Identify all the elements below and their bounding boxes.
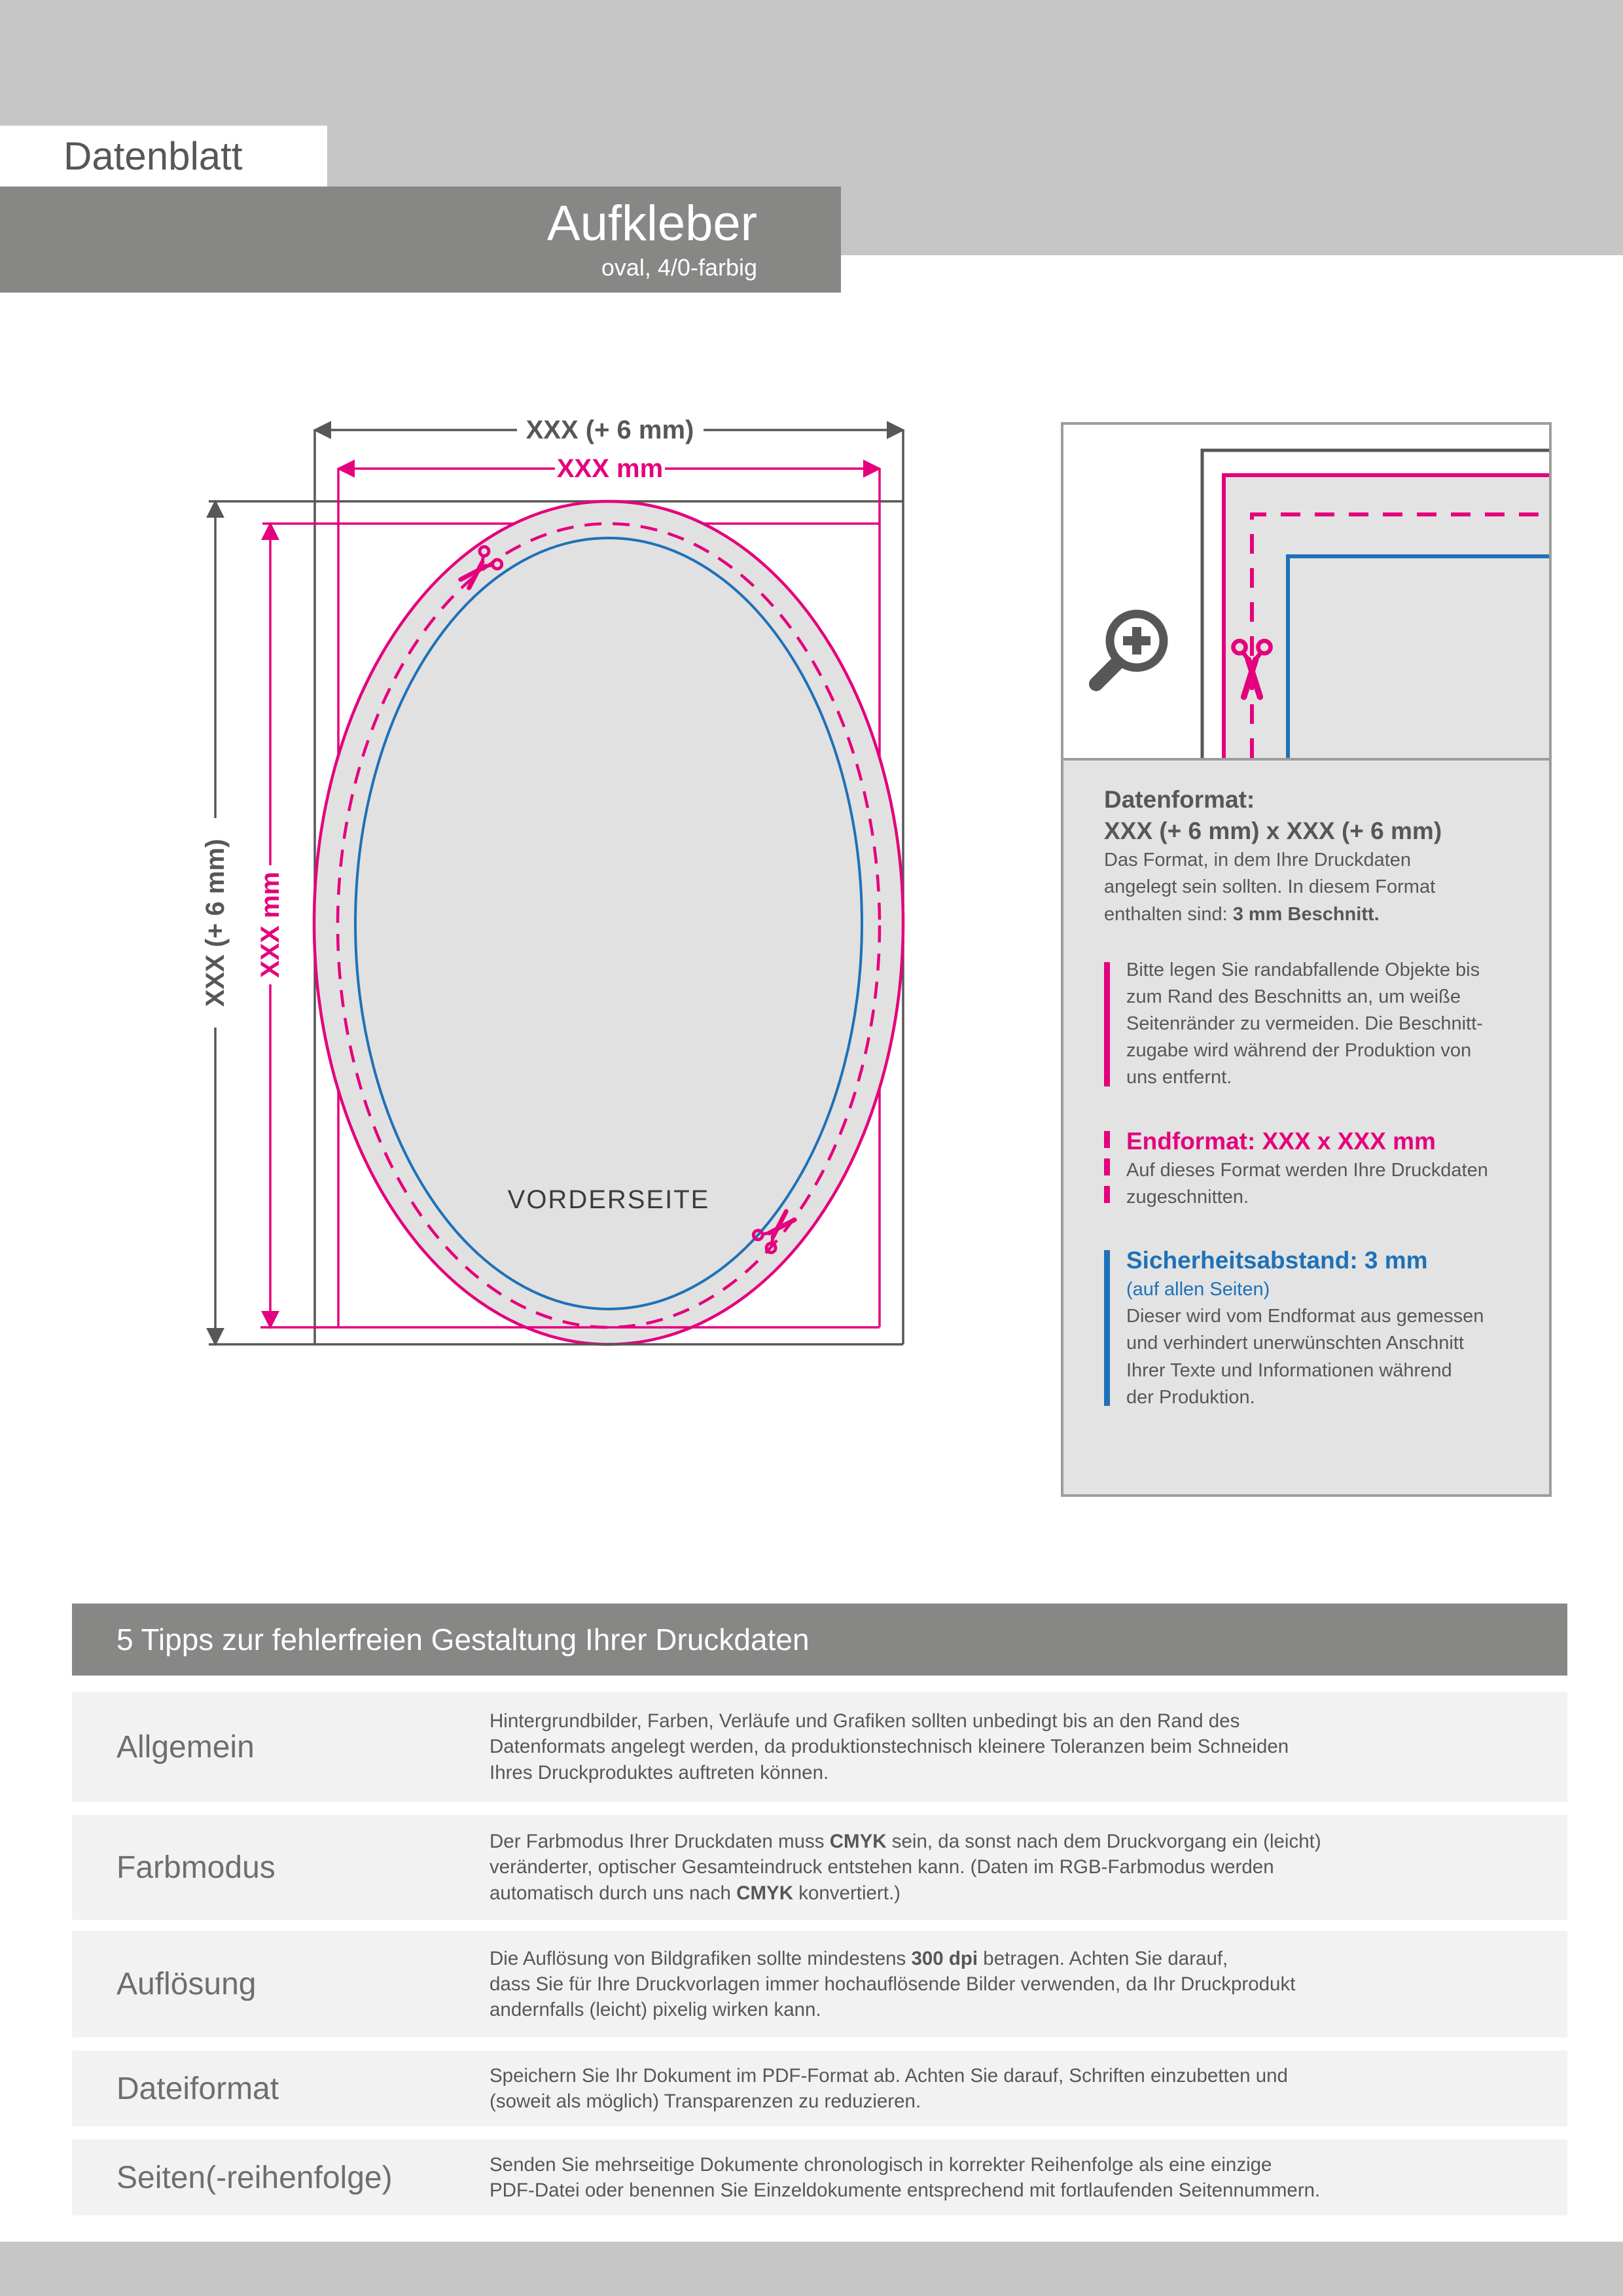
corner-detail-box [1061,422,1552,761]
datenformat-format-line: XXX (+ 6 mm) x XXX (+ 6 mm) [1104,817,1442,845]
inner-width-label: XXX mm [556,454,664,483]
tip-label: Farbmodus [116,1850,276,1885]
tip-row-allgemein [72,1692,1567,1802]
outer-width-label: XXX (+ 6 mm) [526,416,694,444]
endformat-block [1104,1126,1525,1211]
safety-margin-block [1104,1245,1525,1411]
front-side-label: VORDERSEITE [507,1185,710,1214]
outer-height-label: XXX (+ 6 mm) [201,838,230,1007]
tip-body: Der Farbmodus Ihrer Druckdaten muss CMYK sein, da sonst nach dem Druckvorgang ein (leicht) veränderter, optischer Gesamteindruck entstehen kann. (Daten im RGB-Farbmodus werden automatisch durch uns nach CMYK konvertiert.) [490,1831,1321,1904]
inner-height-label: XXX mm [256,871,285,978]
tip-row-farbmodus [72,1815,1567,1920]
endformat-heading: Endformat: XXX x XXX mm [1126,1127,1436,1155]
tip-row-aufloesung [72,1931,1567,2037]
sticker-format-diagram [170,393,1021,1479]
datenblatt-label-box [0,126,327,187]
bleed-note-body: Bitte legen Sie randabfallende Objekte bis zum Rand des Beschnitts an, um weiße Seitenränder zu vermeiden. Die Beschnitt- zugabe wird während der Produktion von uns entfernt. [1126,959,1483,1088]
page-title: Aufkleber [546,196,757,252]
zoom-in-icon [1096,614,1164,684]
bleed-note-block [1104,957,1525,1092]
tip-row-dateiformat [72,2051,1567,2126]
tip-body: Die Auflösung von Bildgrafiken sollte mindestens 300 dpi betragen. Achten Sie darauf, dass Sie für Ihre Druckvorlagen immer hochauflösende Bilder verwenden, da Ihr Druckprodukt andernfalls (leicht) pixelig wirken kann. [490,1947,1296,2021]
datenformat-heading: Datenformat: [1104,786,1255,813]
endformat-body: Auf dieses Format werden Ihre Druckdaten zugeschnitten. [1126,1159,1488,1208]
tip-label: Seiten(-reihenfolge) [116,2160,393,2195]
tips-title: 5 Tipps zur fehlerfreien Gestaltung Ihrer Druckdaten [116,1623,810,1657]
tip-row-seitenreihenfolge [72,2140,1567,2215]
bleed-oval [314,501,903,1344]
tip-body: Speichern Sie Ihr Dokument im PDF-Format ab. Achten Sie darauf, Schriften einzubetten und (soweit als möglich) Transparenzen zu reduzieren. [490,2064,1288,2112]
datenformat-body: Das Format, in dem Ihre Druckdaten angelegt sein sollten. In diesem Format enthalten sind: 3 mm Beschnitt. [1104,850,1436,925]
safety-body: Dieser wird vom Endformat aus gemessen und verhindert unerwünschten Anschnitt Ihrer Texte und Informationen während der Produktion. [1126,1306,1484,1408]
tip-label: Auflösung [116,1967,257,2001]
detail-sticker-fill [1224,475,1549,758]
footer-band [0,2242,1623,2296]
magenta-bar [1104,962,1110,1086]
header-title-band [0,187,841,293]
info-panel [1061,761,1552,1497]
corner-detail-diagram [1063,425,1549,758]
safety-heading: Sicherheitsabstand: 3 mm [1126,1247,1428,1274]
page-subtitle: oval, 4/0-farbig [601,253,757,281]
safety-subheading: (auf allen Seiten) [1126,1279,1270,1300]
tip-label: Allgemein [116,1729,255,1765]
tip-body: Senden Sie mehrseitige Dokumente chronologisch in korrekter Reihenfolge als eine einzige PDF-Datei oder benennen Sie Einzeldokumente entsprechend mit fortlaufenden Seitennummern. [490,2153,1321,2201]
blue-bar [1104,1250,1110,1406]
tips-title-band [72,1604,1567,1676]
tip-body: Hintergrundbilder, Farben, Verläufe und Grafiken sollten unbedingt bis an den Rand des Datenformats angelegt werden, da produktionstechnisch kleinere Toleranzen beim Schneiden Ihres Druckproduktes auftreten können. [490,1710,1289,1784]
tip-label: Dateiformat [116,2071,279,2106]
datenblatt-label: Datenblatt [63,134,243,178]
magenta-dashed-bar [1104,1131,1110,1206]
